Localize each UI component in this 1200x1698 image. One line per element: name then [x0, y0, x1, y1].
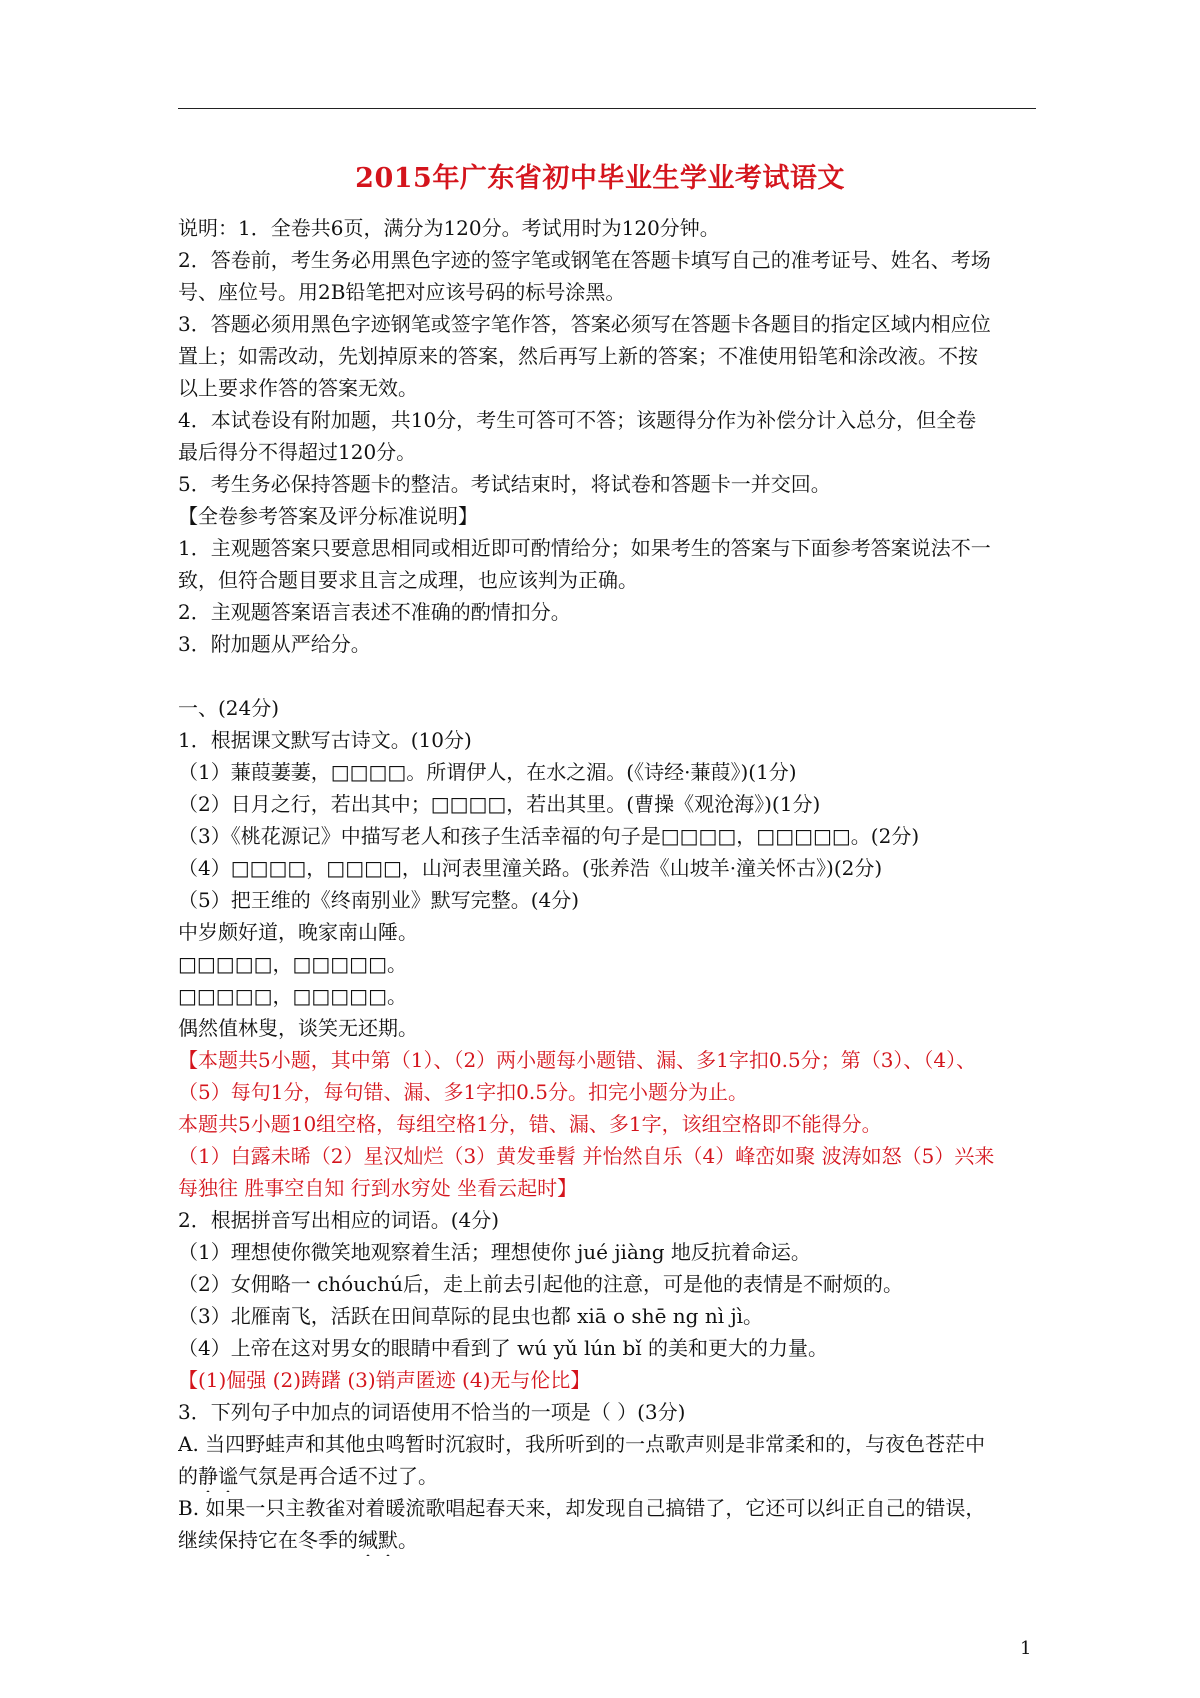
section-heading: 一、(24分): [178, 696, 280, 720]
dotted-character: 默: [378, 1528, 398, 1552]
text-run: 的: [178, 1464, 198, 1488]
grading-line: 致，但符合题目要求且言之成理，也应该判为正确。: [178, 568, 638, 592]
grading-line: 1．主观题答案只要意思相同或相近即可酌情给分；如果考生的答案与下面参考答案说法不一: [178, 536, 991, 560]
instruction-line: 号、座位号。用2B铅笔把对应该号码的标号涂黑。: [178, 280, 626, 304]
grading-line: 3．附加题从严给分。: [178, 632, 371, 656]
question-item: （4）上帝在这对男女的眼睛中看到了 wú yǔ lún bǐ 的美和更大的力量。: [178, 1336, 829, 1360]
option-b-line: B. 如果一只主教雀对着暖流歌唱起春天来，却发现自己搞错了，它还可以纠正自己的错误，: [178, 1496, 986, 1520]
answer-line: （1）白露未晞（2）星汉灿烂（3）黄发垂髫 并怡然自乐（4）峰峦如聚 波涛如怒（5）兴来: [178, 1144, 995, 1168]
instructions: [178, 212, 1038, 500]
question-2: [178, 1204, 1038, 1396]
instruction-line: 以上要求作答的答案无效。: [178, 376, 418, 400]
answer-line: 【(1)倔强 (2)踌躇 (3)销声匿迹 (4)无与伦比】: [178, 1368, 591, 1392]
text-run: 。: [398, 1528, 418, 1552]
poem-line: 中岁颇好道，晚家南山陲。: [178, 920, 418, 944]
instruction-line: 说明：1．全卷共6页，满分为120分。考试用时为120分钟。: [178, 216, 720, 240]
option-a-line: [178, 1460, 1038, 1492]
document-title: 2015年广东省初中毕业生学业考试语文: [355, 163, 845, 194]
instruction-line: 3．答题必须用黑色字迹钢笔或签字笔作答，答案必须写在答题卡各题目的指定区域内相应位: [178, 312, 991, 336]
instruction-line: 置上；如需改动，先划掉原来的答案，然后再写上新的答案；不准使用铅笔和涂改液。不按: [178, 344, 978, 368]
grading-notes: [178, 532, 1038, 660]
question-item: （1）蒹葭萋萋，□□□□。所谓伊人，在水之湄。(《诗经·蒹葭》)(1分): [178, 760, 797, 784]
document-body: [178, 212, 1038, 1556]
text-run: 继续保持它在冬季的: [178, 1528, 358, 1552]
page-number: 1: [1020, 1638, 1032, 1659]
instruction-line: 2．答卷前，考生务必用黑色字迹的签字笔或钢笔在答题卡填写自己的准考证号、姓名、考场: [178, 248, 991, 272]
question-item: （2）日月之行，若出其中；□□□□，若出其里。(曹操《观沧海》)(1分): [178, 792, 821, 816]
poem-line: 偶然值林叟，谈笑无还期。: [178, 1016, 418, 1040]
grading-line: 2．主观题答案语言表述不准确的酌情扣分。: [178, 600, 571, 624]
question-prompt: 1．根据课文默写古诗文。(10分): [178, 728, 472, 752]
question-item: （2）女佣略一 chóuchú后，走上前去引起他的注意，可是他的表情是不耐烦的。: [178, 1272, 904, 1296]
poem-line: □□□□□，□□□□□。: [178, 952, 407, 976]
question-item: （3）北雁南飞，活跃在田间草际的昆虫也都 xiā o shē ng nì jì。: [178, 1304, 764, 1328]
instruction-line: 5．考生务必保持答题卡的整洁。考试结束时，将试卷和答题卡一并交回。: [178, 472, 831, 496]
question-item: （1）理想使你微笑地观察着生活；理想使你 jué jiàng 地反抗着命运。: [178, 1240, 811, 1264]
question-item: （5）把王维的《终南别业》默写完整。(4分): [178, 888, 580, 912]
grading-header: 【全卷参考答案及评分标准说明】: [178, 504, 478, 528]
answer-line: 每独往 胜事空自知 行到水穷处 坐看云起时】: [178, 1176, 578, 1200]
answer-line: 本题共5小题10组空格，每组空格1分，错、漏、多1字，该组空格即不能得分。: [178, 1112, 882, 1136]
question-3: [178, 1396, 1038, 1556]
option-b-line: [178, 1524, 1038, 1556]
dotted-character: 缄: [358, 1528, 378, 1552]
question-item: （4）□□□□，□□□□，山河表里潼关路。(张养浩《山坡羊·潼关怀古》)(2分): [178, 856, 883, 880]
text-run: 气氛是再合适不过了。: [238, 1464, 438, 1488]
question-item: （3）《桃花源记》中描写老人和孩子生活幸福的句子是□□□□，□□□□□。(2分): [178, 824, 920, 848]
answer-line: （5）每句1分，每句错、漏、多1字扣0.5分。扣完小题分为止。: [178, 1080, 748, 1104]
question-prompt: 2．根据拼音写出相应的词语。(4分): [178, 1208, 500, 1232]
question-1: [178, 724, 1038, 1204]
instruction-line: 4．本试卷设有附加题，共10分，考生可答可不答；该题得分作为补偿分计入总分，但全卷: [178, 408, 977, 432]
question-prompt: 3．下列句子中加点的词语使用不恰当的一项是（ ）(3分): [178, 1400, 686, 1424]
instruction-line: 最后得分不得超过120分。: [178, 440, 417, 464]
dotted-character: 静: [198, 1464, 218, 1488]
dotted-character: 谧: [218, 1464, 238, 1488]
poem-line: □□□□□，□□□□□。: [178, 984, 407, 1008]
spacer: [178, 660, 1038, 692]
header-rule: [178, 108, 1036, 109]
option-a-line: A. 当四野蛙声和其他虫鸣暂时沉寂时，我所听到的一点歌声则是非常柔和的，与夜色苍茫中: [178, 1432, 986, 1456]
answer-line: 【本题共5小题，其中第（1）、（2）两小题每小题错、漏、多1字扣0.5分；第（3）、（4）、: [178, 1048, 977, 1072]
